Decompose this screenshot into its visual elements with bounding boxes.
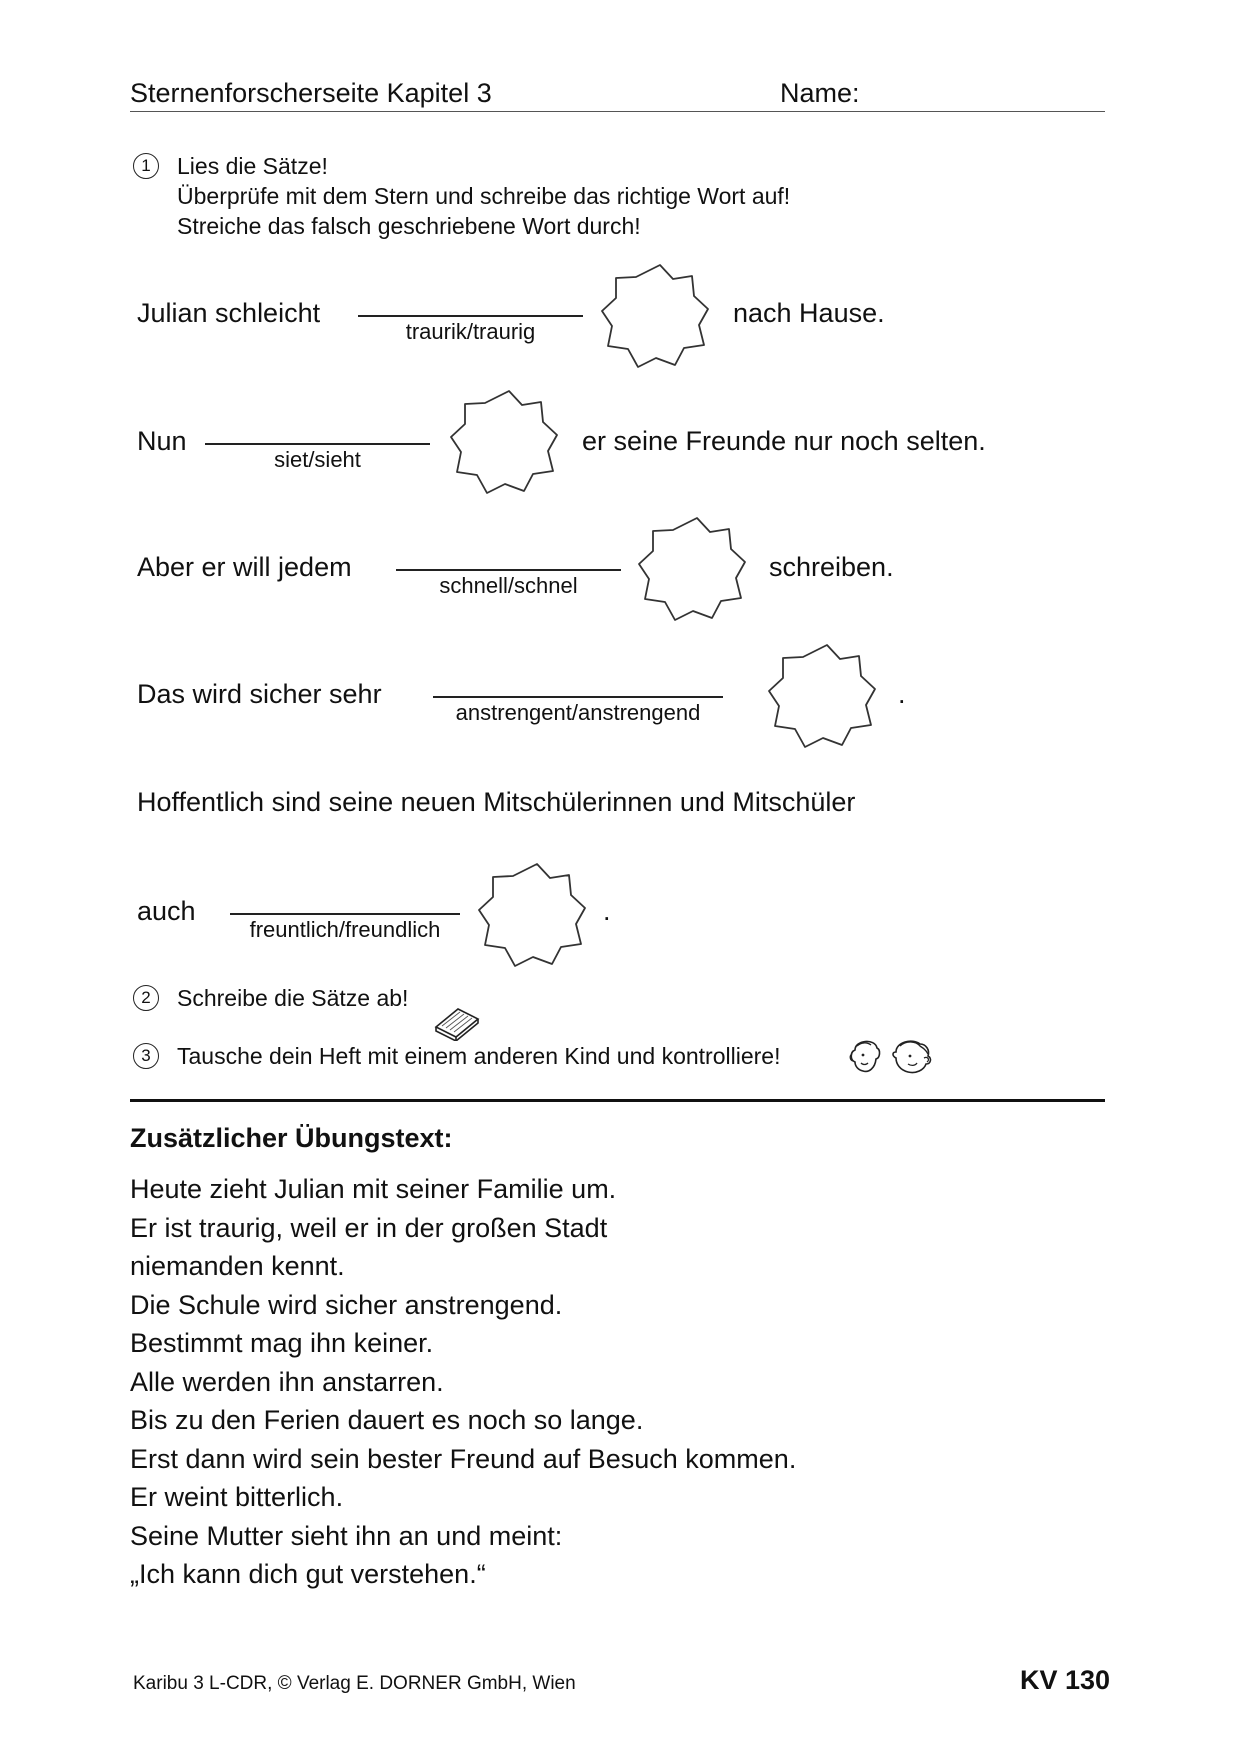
practice-line: niemanden kennt. (130, 1251, 345, 1281)
page-title: Sternenforscherseite Kapitel 3 (130, 78, 492, 108)
task1-line-2: Überprüfe mit dem Stern und schreibe das richtige Wort auf! (177, 183, 791, 209)
task-number-3: 3 (133, 1043, 159, 1069)
child-face-icon (890, 1036, 934, 1076)
answer-line-4[interactable] (433, 696, 723, 698)
practice-line: Bestimmt mag ihn keiner. (130, 1328, 434, 1358)
sentence-2-start: Nun (137, 426, 187, 456)
practice-line: Bis zu den Ferien dauert es noch so lange. (130, 1405, 644, 1435)
task-number-2: 2 (133, 985, 159, 1011)
name-line (130, 111, 1105, 112)
practice-line: Die Schule wird sicher anstrengend. (130, 1289, 563, 1320)
task1-line-1: Lies die Sätze! (177, 153, 328, 179)
practice-text (130, 1170, 796, 1594)
word-choice-1: traurik/traurig (405, 319, 536, 344)
child-face-icon (847, 1036, 883, 1076)
star-check-1[interactable] (598, 259, 710, 371)
practice-line: „Ich kann dich gut verstehen.“ (130, 1559, 486, 1589)
section-title: Zusätzlicher Übungstext: (130, 1123, 453, 1153)
word-choice-2: siet/sieht (274, 447, 361, 472)
answer-line-5[interactable] (230, 913, 460, 915)
task2-text: Schreibe die Sätze ab! (177, 985, 409, 1011)
sentence-3-end: schreiben. (769, 552, 894, 582)
practice-line: Er ist traurig, weil er in der großen Stadt (130, 1212, 608, 1243)
task1-line-3: Streiche das falsch geschriebene Wort durch! (177, 213, 641, 239)
answer-line-1[interactable] (358, 315, 583, 317)
name-label: Name: (780, 78, 860, 108)
section-divider (130, 1099, 1105, 1102)
star-check-3[interactable] (635, 512, 747, 624)
sentence-3-start: Aber er will jedem (137, 552, 352, 582)
word-choice-4: anstrengent/anstrengend (455, 700, 701, 725)
sentence-2-end: er seine Freunde nur noch selten. (582, 426, 986, 456)
task3-text: Tausche dein Heft mit einem anderen Kind und kontrolliere! (177, 1043, 781, 1069)
answer-line-3[interactable] (396, 569, 621, 571)
sentence-5-start: auch (137, 896, 196, 926)
star-check-4[interactable] (765, 639, 877, 751)
star-check-5[interactable] (475, 858, 587, 970)
practice-line: Heute zieht Julian mit seiner Familie um. (130, 1174, 617, 1204)
sentence-5-end: . (603, 896, 611, 926)
practice-line: Erst dann wird sein bester Freund auf Besuch kommen. (130, 1443, 797, 1474)
sentence-1-start: Julian schleicht (137, 298, 321, 328)
sentence-4-end: . (898, 679, 906, 709)
practice-line: Seine Mutter sieht ihn an und meint: (130, 1520, 563, 1551)
notebook-icon (432, 1003, 484, 1041)
word-choice-5: freuntlich/freundlich (249, 917, 441, 942)
answer-line-2[interactable] (205, 443, 430, 445)
sentence-1-end: nach Hause. (733, 298, 885, 328)
sentence-5-intro: Hoffentlich sind seine neuen Mitschülerinnen und Mitschüler (137, 787, 856, 817)
practice-line: Alle werden ihn anstarren. (130, 1366, 444, 1397)
task-number-1: 1 (133, 153, 159, 179)
footer-page-code: KV 130 (1020, 1665, 1111, 1695)
footer-copyright: Karibu 3 L-CDR, © Verlag E. DORNER GmbH, Wien (133, 1673, 576, 1694)
star-check-2[interactable] (447, 385, 559, 497)
word-choice-3: schnell/schnel (439, 573, 578, 598)
practice-line: Er weint bitterlich. (130, 1482, 344, 1512)
sentence-4-start: Das wird sicher sehr (137, 679, 382, 709)
